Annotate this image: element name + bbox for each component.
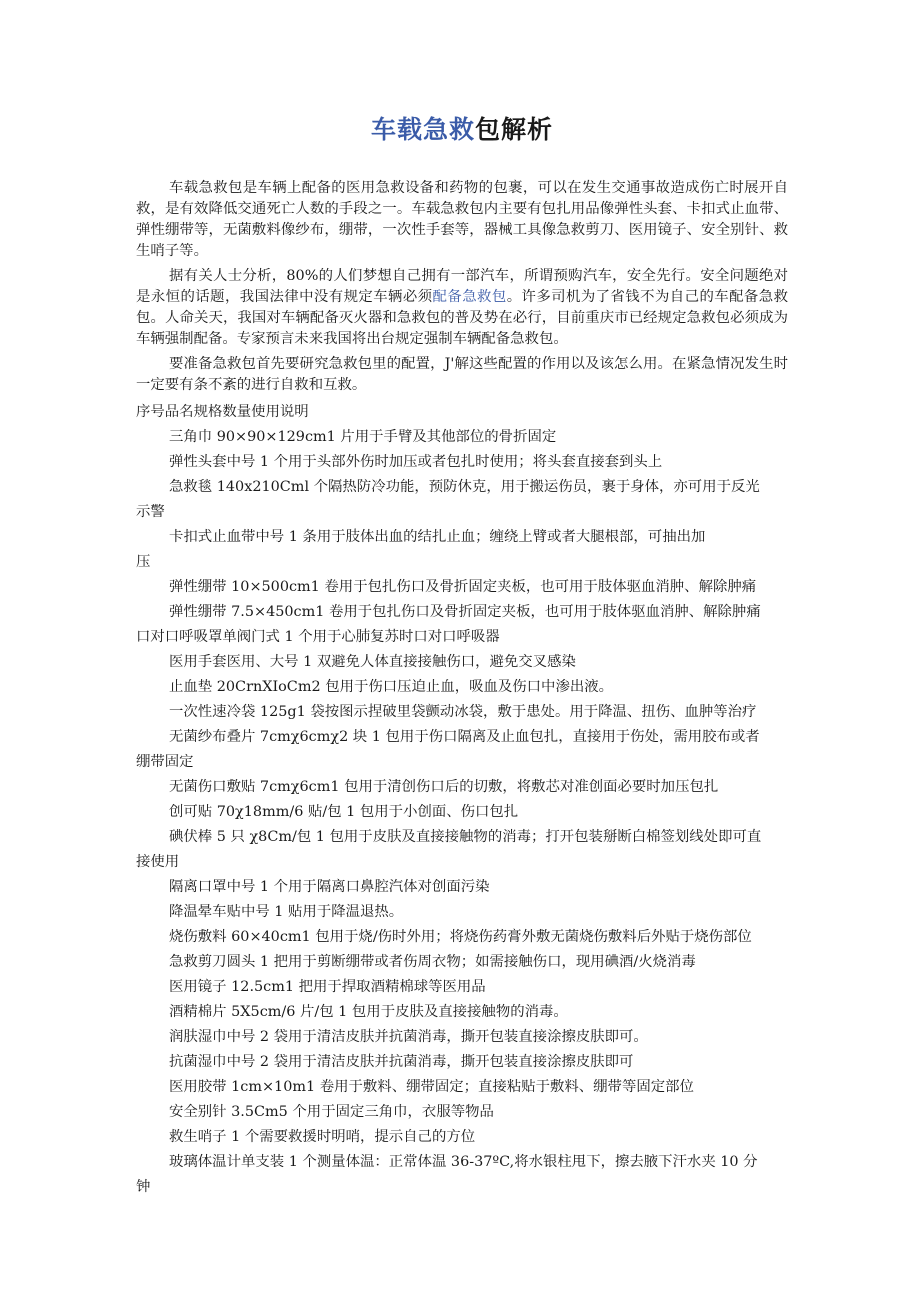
list-item: 卡扣式止血带中号 1 条用于肢体出血的结扎止血；缠绕上臂或者大腿根部，可抽出加 bbox=[169, 529, 706, 545]
list-item: 急救毯 140x210Cml 个隔热防冷功能，预防休克，用于搬运伤员，裹于身体，亦可用于反光 bbox=[169, 479, 760, 495]
list-item-continuation: 口对口呼吸罩单阀门式 1 个用于心肺复苏时口对口呼吸器 bbox=[136, 629, 500, 645]
list-item: 抗菌湿巾中号 2 袋用于清洁皮肤并抗菌消毒，撕开包装直接涂擦皮肤即可 bbox=[169, 1054, 634, 1070]
list-item: 医用胶带 1cm×10m1 卷用于敷料、绷带固定；直接粘贴于敷料、绷带等固定部位 bbox=[169, 1079, 694, 1095]
list-item-continuation: 绷带固定 bbox=[136, 754, 194, 770]
list-item: 烧伤敷料 60×40cm1 包用于烧/伤时外用；将烧伤药膏外敷无菌烧伤敷料后外贴于烧伤部位 bbox=[169, 929, 752, 945]
list-item: 玻璃体温计单支装 1 个测量体温：正常体温 36-37ºC,将水银柱甩下，擦去腋下汗水夹 10 分 bbox=[169, 1154, 758, 1170]
list-item: 医用镜子 12.5cm1 把用于捍取酒精棉球等医用品 bbox=[169, 979, 486, 995]
page-title bbox=[136, 110, 788, 146]
list-item: 降温晕车贴中号 1 贴用于降温退热。 bbox=[169, 904, 404, 920]
list-item: 救生哨子 1 个需要救援时明哨，提示自己的方位 bbox=[169, 1129, 476, 1145]
list-item-continuation: 压 bbox=[136, 554, 151, 570]
list-item: 弹性绷带 10×500cm1 卷用于包扎伤口及骨折固定夹板，也可用于肢体驱血消肿、解除肿痛 bbox=[169, 579, 757, 595]
document-page bbox=[136, 110, 788, 1200]
title-rest: 包解析 bbox=[475, 115, 554, 144]
list-item: 急救剪刀圆头 1 把用于剪断绷带或者伤周衣物；如需接触伤口，现用碘酒/火烧消毒 bbox=[169, 954, 696, 970]
intro-paragraph: 车载急救包是车辆上配备的医用急救设备和药物的包裹，可以在发生交通事故造成伤亡时展开自救，是有效降低交通死亡人数的手段之一。车载急救包内主要有包扎用品像弹性头套、卡扣式止血带、弹性绷带等，无菌敷料像纱布，绷带，一次性手套等，器械工具像急救剪刀、医用镜子、安全别针、救生哨子等。 bbox=[136, 180, 788, 259]
list-item-continuation: 示警 bbox=[136, 504, 165, 520]
list-item: 无菌纱布叠片 7cmχ6cmχ2 块 1 包用于伤口隔离及止血包扎，直接用于伤处，需用胶布或者 bbox=[169, 729, 760, 745]
list-item: 三角巾 90×90×129cm1 片用于手臂及其他部位的骨折固定 bbox=[169, 429, 557, 445]
list-item: 止血垫 20CrnXIoCm2 包用于伤口压迫止血，吸血及伤口中渗出液。 bbox=[169, 679, 614, 695]
list-item: 酒精棉片 5X5cm∕6 片/包 1 包用于皮肤及直接接触物的消毒。 bbox=[169, 1004, 568, 1020]
list-item-continuation: 接使用 bbox=[136, 854, 180, 870]
table-header: 序号品名规格数量使用说明 bbox=[136, 404, 309, 420]
list-item: 碘伏棒 5 只 χ8Cm/包 1 包用于皮肤及直接接触物的消毒；打开包装掰断白棉签划线处即可直 bbox=[169, 829, 762, 845]
list-item: 一次性速冷袋 125g1 袋按图示捏破里袋颤动冰袋，敷于患处。用于降温、扭伤、血肿等治疗 bbox=[169, 704, 757, 720]
list-item-continuation: 钟 bbox=[136, 1179, 151, 1195]
list-item: 安全别针 3.5Cm5 个用于固定三角巾，衣服等物品 bbox=[169, 1104, 494, 1120]
list-item: 弹性绷带 7.5×450cm1 卷用于包扎伤口及骨折固定夹板，也可用于肢体驱血消肿、解除肿痛 bbox=[169, 604, 761, 620]
analysis-text-a: 据有关人士分析，80%的人们梦想自己拥有一部汽车，所谓预购汽车，安全先行。安全问题绝对是永恒的话题，我国法律中没有规定车辆必须 bbox=[136, 268, 788, 305]
analysis-text-b: 。许多司机为了省钱不为自己的车配备急救包。人命关天，我国对车辆配备灭火器和急救包的普及势在必行，目前重庆市已经规定急救包必须成为车辆强制配备。专家预言未来我国将出台规定强制车辆配备急救包。 bbox=[136, 289, 788, 347]
first-aid-kit-link[interactable]: 配备急救包 bbox=[432, 289, 507, 305]
list-item: 润肤湿巾中号 2 袋用于清洁皮肤并抗菌消毒，撕开包装直接涂擦皮肤即可。 bbox=[169, 1029, 648, 1045]
list-item: 隔离口罩中号 1 个用于隔离口鼻腔汽体对创面污染 bbox=[169, 879, 490, 895]
item-list bbox=[136, 425, 788, 1200]
analysis-paragraph bbox=[136, 266, 788, 350]
list-item: 无菌伤口敷贴 7cmχ6cm1 包用于清创伤口后的切敷，将敷芯对准创面必要时加压包扎 bbox=[169, 779, 719, 795]
preparation-paragraph: 要准备急救包首先要研究急救包里的配置，J'解这些配置的作用以及该怎么用。在紧急情况发生时一定要有条不紊的进行自救和互救。 bbox=[136, 356, 788, 393]
list-item: 弹性头套中号 1 个用于头部外伤时加压或者包扎时使用；将头套直接套到头上 bbox=[169, 454, 663, 470]
list-item: 创可贴 70χ18mm∕6 贴/包 1 包用于小创面、伤口包扎 bbox=[169, 804, 519, 820]
title-highlight: 车载急救 bbox=[370, 115, 475, 144]
list-item: 医用手套医用、大号 1 双避免人体直接接触伤口，避免交叉感染 bbox=[169, 654, 576, 670]
